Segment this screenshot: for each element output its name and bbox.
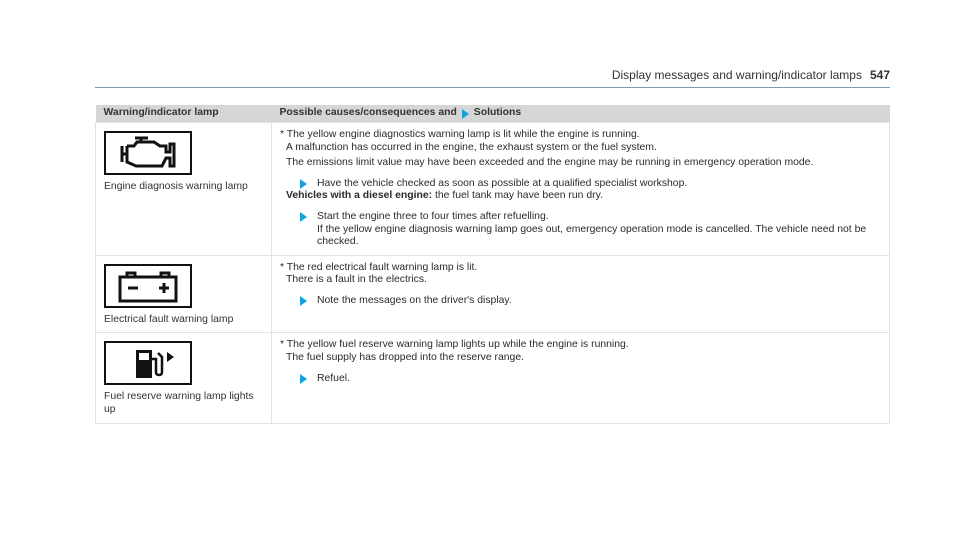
cause-text: * The yellow fuel reserve warning lamp lights up while the engine is running. xyxy=(280,339,629,351)
diesel-label: Vehicles with a diesel engine: xyxy=(286,190,433,202)
diesel-text: the fuel tank may have been run dry. xyxy=(432,190,603,202)
action-text-block xyxy=(317,211,881,249)
action-item xyxy=(280,211,881,249)
col-header-causes-text: Possible causes/consequences and xyxy=(279,107,457,119)
arrow-right-icon xyxy=(300,179,307,189)
arrow-right-icon xyxy=(462,109,469,119)
check-engine-icon xyxy=(104,131,192,175)
lamp-cell xyxy=(96,123,272,256)
header-divider xyxy=(95,87,890,88)
action-text: Have the vehicle checked as soon as possible at a qualified specialist workshop. xyxy=(317,177,688,189)
warning-lamp-table xyxy=(95,105,890,424)
lamp-label: Engine diagnosis warning lamp xyxy=(104,181,248,192)
col-header-lamp: Warning/indicator lamp xyxy=(96,105,272,123)
fuel-pump-icon xyxy=(104,341,192,385)
diesel-note xyxy=(280,190,881,203)
section-title: Display messages and warning/indicator lamps xyxy=(611,68,862,82)
col-header-causes xyxy=(272,105,890,123)
cause-text: A malfunction has occurred in the engine, the exhaust system or the fuel system. xyxy=(286,141,657,153)
arrow-right-icon xyxy=(300,296,307,306)
action-item xyxy=(280,295,881,308)
arrow-right-icon xyxy=(300,374,307,384)
cause-text: * The yellow engine diagnostics warning lamp is lit while the engine is running. xyxy=(280,129,640,140)
action-text: Start the engine three to four times after refuelling. xyxy=(317,210,549,222)
col-header-solutions-text: Solutions xyxy=(473,107,522,119)
lamp-cell xyxy=(96,333,272,423)
action-text: Refuel. xyxy=(317,372,350,384)
cause-text: * The red electrical fault warning lamp is lit. xyxy=(280,261,478,273)
action-item xyxy=(280,178,881,191)
cause-cell xyxy=(272,123,890,256)
action-text: If the yellow engine diagnosis warning lamp goes out, emergency operation mode is cancelled. The vehicle need not be checked. xyxy=(317,223,867,248)
cause-text: There is a fault in the electrics. xyxy=(286,274,427,286)
table-row xyxy=(96,255,890,333)
lamp-label: Electrical fault warning lamp xyxy=(104,313,234,325)
cause-text: The fuel supply has dropped into the reserve range. xyxy=(286,351,524,363)
table-row xyxy=(96,333,890,423)
cause-text: The emissions limit value may have been exceeded and the engine may be running in emergency operation mode. xyxy=(286,157,814,169)
cause-cell xyxy=(272,333,890,423)
action-text: Note the messages on the driver's display. xyxy=(317,294,512,306)
lamp-label: Fuel reserve warning lamp lights up xyxy=(104,391,254,415)
page-header xyxy=(612,68,890,82)
action-item xyxy=(280,373,881,386)
arrow-right-icon xyxy=(300,212,307,222)
battery-icon xyxy=(104,264,192,308)
cause-cell xyxy=(272,255,890,333)
page-number: 547 xyxy=(869,68,890,82)
table-row xyxy=(96,123,890,256)
lamp-cell xyxy=(96,255,272,333)
